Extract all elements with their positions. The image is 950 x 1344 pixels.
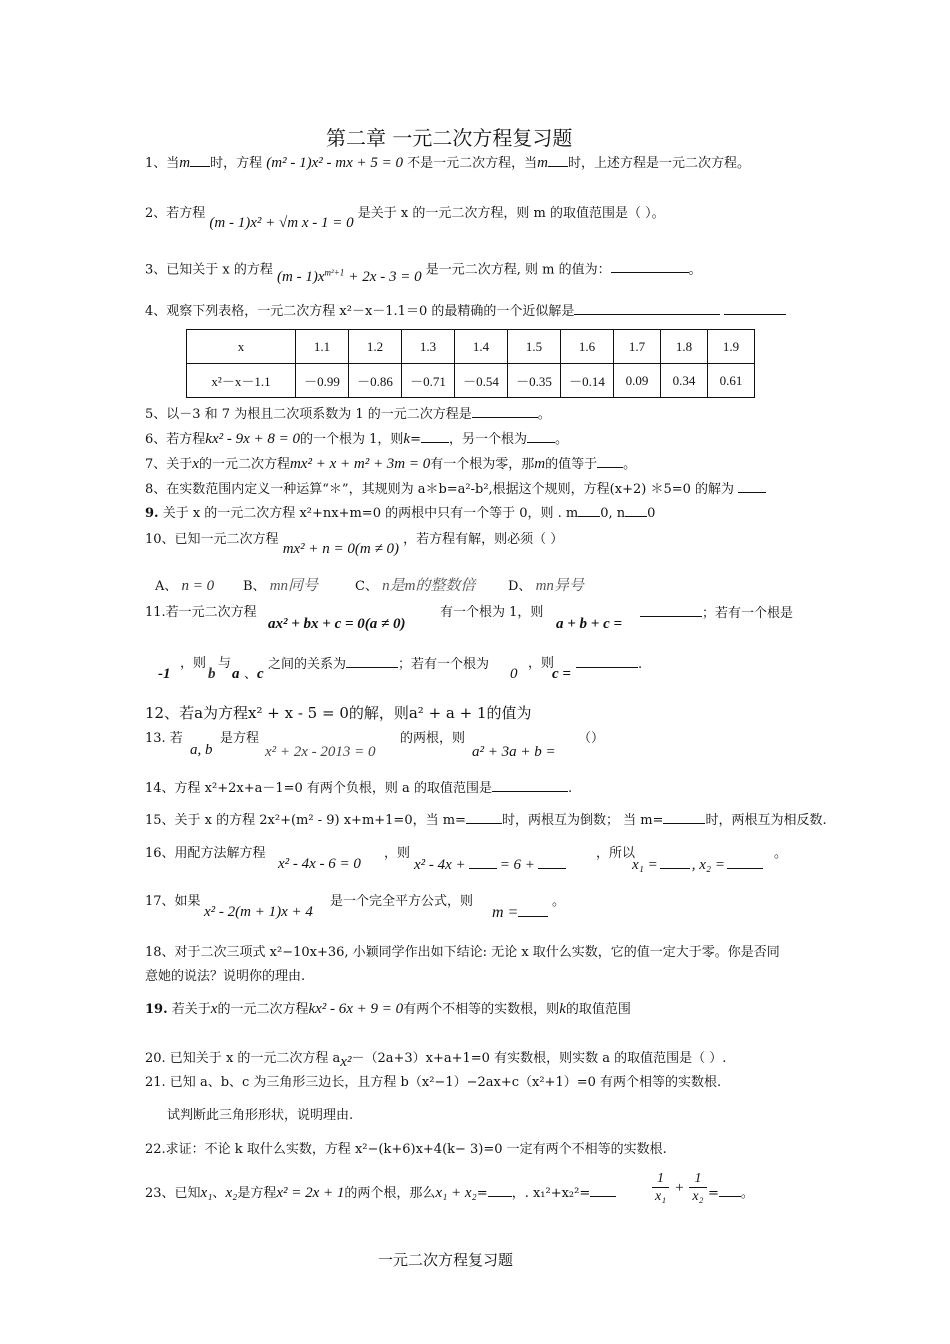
question-11-line-2: 之间的关系为 ；若有一个根为 xyxy=(268,657,490,672)
reciprocal-sum: $\frac{1}{\text{x₁}}$ + $\frac{1}{\text{x₂}}$ xyxy=(652,1170,707,1205)
question-17: 17、如果 xyxy=(145,894,201,909)
answer-blank[interactable] xyxy=(466,811,502,824)
equation: x² - 4x - 6 = 0 xyxy=(278,856,361,872)
option-a[interactable]: A、 n = 0 xyxy=(155,578,215,594)
table-cell: 0.61 xyxy=(708,364,755,398)
question-11-line-1: 11.若一元二次方程 xyxy=(145,605,257,620)
table-cell: 1.4 xyxy=(455,330,508,364)
table-cell: 1.8 xyxy=(661,330,708,364)
table-cell: 0.34 xyxy=(661,364,708,398)
answer-blank[interactable] xyxy=(640,604,702,617)
equation: $(m - 1)x^{m^2+1} + 2x - 3 = 0$ xyxy=(277,268,422,286)
answer-blank[interactable] xyxy=(719,1184,741,1197)
question-11-end: . xyxy=(576,655,642,674)
question-11-tail: ；若有一个根是 xyxy=(640,604,793,623)
question-22: 22.求证：不论 k 取什么实数，方程 x²−(k+6)x+4(k− 3)=0 一定有两个不相等的实数根. xyxy=(145,1142,667,1157)
question-14: 14、方程 x²+2x+a－1=0 有两个负根，则 a 的取值范围是 . xyxy=(145,781,573,796)
answer-blank[interactable] xyxy=(611,260,689,273)
question-4: 4、观察下列表格，一元二次方程 x²－x－1.1＝0 的最精确的一个近似解是 xyxy=(145,302,786,321)
table-cell: －0.71 xyxy=(402,364,455,398)
page-title: 第二章 一元二次方程复习题 xyxy=(326,126,573,150)
answer-blank[interactable] xyxy=(578,504,600,517)
answer-blank[interactable] xyxy=(472,405,538,418)
equation: x² - 2(m + 1)x + 4 xyxy=(204,904,313,920)
equation: kx² - 9x + 8 = 0 xyxy=(205,431,300,447)
question-21-line-1: 21. 已知 a、b、c 为三角形三边长，且方程 b（x²−1）−2ax+c（x²+1）=0 有两个相等的实数根. xyxy=(145,1075,722,1090)
question-7: 7、关于x的一元二次方程mx² + x + m² + 3m = 0有一个根为零，那m的值等于 。 xyxy=(145,456,637,472)
question-23: 23、已知x₁、x₂是方程x² = 2x + 1的两个根，那么x₁ + x₂= ，. x₁²+x₂²= xyxy=(145,1184,616,1203)
question-19: 19. 若关于x的一元二次方程kx² - 6x + 9 = 0有两个不相等的实数根，则k的取值范围 xyxy=(145,1001,631,1017)
answer-blank[interactable] xyxy=(346,655,398,668)
equation: mx² + n = 0(m ≠ 0) xyxy=(282,541,399,557)
answer-blank[interactable] xyxy=(724,302,786,315)
question-20: 20. 已知关于 x 的一元二次方程 ax²－（2a+3）x+a+1=0 有实数根，则实数 a 的取值范围是（ ）. xyxy=(145,1051,727,1070)
question-23-end: = 。 xyxy=(708,1186,754,1201)
option-c[interactable]: C、 n是m的整数倍 xyxy=(355,578,476,594)
answer-blank[interactable] xyxy=(488,1184,512,1197)
answer-blank[interactable] xyxy=(190,154,210,167)
question-18-line-2: 意她的说法？说明你的理由. xyxy=(145,969,306,984)
table-cell: 1.6 xyxy=(561,330,614,364)
question-16: 16、用配方法解方程 xyxy=(145,846,266,861)
option-b[interactable]: B、 mn同号 xyxy=(243,578,319,594)
question-13: 13. 若 xyxy=(145,731,183,746)
page-footer: 一元二次方程复习题 xyxy=(378,1251,514,1269)
answer-blank[interactable] xyxy=(538,856,566,869)
equation: x² = 2x + 1 xyxy=(276,1185,345,1201)
equation: (m² - 1)x² - mx + 5 = 0 xyxy=(266,155,403,171)
answer-blank[interactable] xyxy=(421,430,449,443)
option-d[interactable]: D、 mn异号 xyxy=(508,578,584,594)
question-12: 12、若a为方程x² + x - 5 = 0的解，则a² + a + 1的值为 xyxy=(145,704,532,722)
answer-blank[interactable] xyxy=(727,856,763,869)
answer-blank[interactable] xyxy=(663,811,705,824)
table-cell: 0.09 xyxy=(614,364,661,398)
question-10: 10、已知一元二次方程 mx² + n = 0(m ≠ 0) ，若方程有解，则必须（ ） xyxy=(145,532,564,557)
answer-blank[interactable] xyxy=(527,430,555,443)
question-21-line-2: 试判断此三角形形状，说明理由. xyxy=(167,1108,354,1123)
table-row xyxy=(187,364,755,398)
table-cell: 1.3 xyxy=(402,330,455,364)
table-cell: －0.86 xyxy=(349,364,402,398)
answer-blank[interactable] xyxy=(660,856,690,869)
equation: mx² + x + m² + 3m = 0 xyxy=(289,456,431,472)
table-row xyxy=(187,330,755,364)
table-header-cell: x²－x－1.1 xyxy=(187,364,296,398)
answer-blank[interactable] xyxy=(597,455,623,468)
question-1: 1、当m 时，方程 (m² - 1)x² - mx + 5 = 0 不是一元二次方程，当m 时，上述方程是一元二次方程。 xyxy=(145,155,750,171)
table-cell: 1.1 xyxy=(296,330,349,364)
question-5: 5、以－3 和 7 为根且二次项系数为 1 的一元二次方程是 。 xyxy=(145,407,551,422)
equation: kx² - 6x + 9 = 0 xyxy=(308,1001,404,1017)
question-2: 2、若方程 (m - 1)x² + √m x - 1 = 0 是关于 x 的一元二次方程，则 m 的取值范围是（ ）。 xyxy=(145,206,665,231)
question-15: 15、关于 x 的方程 2x²+(m² - 9) x+m+1=0，当 m= 时，两根互为倒数； 当 m= 时，两根互为相反数. xyxy=(145,813,827,828)
answer-blank[interactable] xyxy=(738,480,766,493)
completing-square: x² - 4x + = 6 + xyxy=(414,856,566,874)
answer-blank[interactable] xyxy=(590,1184,616,1197)
table-cell: 1.5 xyxy=(508,330,561,364)
question-3: 3、已知关于 x 的方程 $(m - 1)x^{m^2+1} + 2x - 3 = 0$ 是一元二次方程, 则 m 的值为： 。 xyxy=(145,262,702,286)
table-cell: 1.2 xyxy=(349,330,402,364)
question-6: 6、若方程kx² - 9x + 8 = 0的一个根为 1，则k= ，另一个根为 。 xyxy=(145,431,569,447)
answer-blank[interactable] xyxy=(548,154,568,167)
equation: x² + 2x - 2013 = 0 xyxy=(265,744,376,760)
equation: (m - 1)x² + √m x - 1 = 0 xyxy=(209,215,354,231)
fraction: $\frac{1}{\text{x₁}}$ xyxy=(652,1170,669,1205)
equation: ax² + bx + c = 0(a ≠ 0) xyxy=(268,616,406,632)
table-cell: －0.14 xyxy=(561,364,614,398)
equation: a + b + c = xyxy=(556,616,623,632)
m-answer: m = xyxy=(492,904,548,922)
table-cell: －0.35 xyxy=(508,364,561,398)
table-cell: －0.99 xyxy=(296,364,349,398)
fraction: $\frac{1}{\text{x₂}}$ xyxy=(689,1170,706,1205)
table-cell: 1.9 xyxy=(708,330,755,364)
question-18-line-1: 18、对于二次三项式 x²−10x+36, 小颖同学作出如下结论: 无论 x 取什么实数，它的值一定大于零。你是否同 xyxy=(145,945,780,960)
answer-blank[interactable] xyxy=(576,655,638,668)
answer-blank[interactable] xyxy=(469,856,497,869)
table-cell: 1.7 xyxy=(614,330,661,364)
answer-blank[interactable] xyxy=(518,904,548,917)
roots: x₁ = , x₂ = xyxy=(632,856,763,874)
answer-blank[interactable] xyxy=(492,779,568,792)
answer-blank[interactable] xyxy=(625,504,647,517)
question-9: 9. 关于 x 的一元二次方程 x²+nx+m=0 的两根中只有一个等于 0，则 . m 0, n 0 xyxy=(145,506,656,521)
value-table xyxy=(186,329,755,398)
question-8: 8、在实数范围内定义一种运算“＊”，其规则为 a＊b=a²-b²,根据这个规则，方程(x+2) ＊5=0 的解为 xyxy=(145,480,766,499)
table-cell: －0.54 xyxy=(455,364,508,398)
table-header-cell: x xyxy=(187,330,296,364)
answer-blank[interactable] xyxy=(574,302,720,315)
